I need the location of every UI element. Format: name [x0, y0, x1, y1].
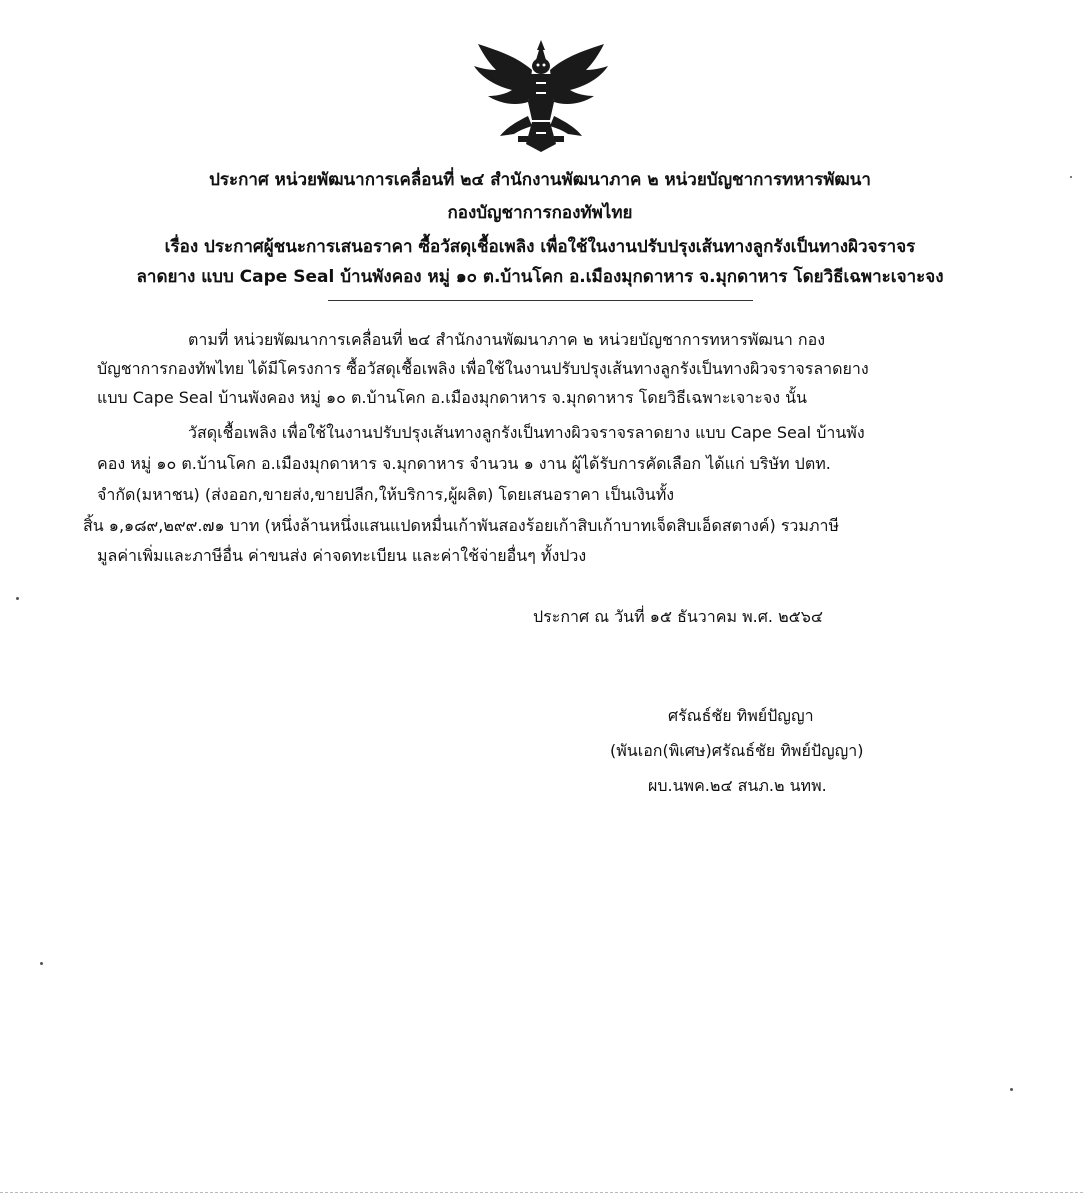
paragraph-2-line-2: คอง หมู่ ๑๐ ต.บ้านโคก อ.เมืองมุกดาหาร จ.มุกดาหาร จำนวน ๑ งาน ผู้ได้รับการคัดเลือก ได้แก่ บริษัท ปตท.: [97, 454, 831, 473]
scan-speck: [40, 962, 43, 965]
paragraph-2-line-5: มูลค่าเพิ่มและภาษีอื่น ค่าขนส่ง ค่าจดทะเบียน และค่าใช้จ่ายอื่นๆ ทั้งปวง: [97, 546, 587, 565]
paragraph-1-line-3: แบบ Cape Seal บ้านพังคอง หมู่ ๑๐ ต.บ้านโคก อ.เมืองมุกดาหาร จ.มุกดาหาร โดยวิธีเฉพาะเจาะจง นั้น: [97, 388, 807, 407]
paragraph-1-line-1: ตามที่ หน่วยพัฒนาการเคลื่อนที่ ๒๔ สำนักงานพัฒนาภาค ๒ หน่วยบัญชาการทหารพัฒนา กอง: [188, 330, 825, 349]
header-subject-line-2: ลาดยาง แบบ Cape Seal บ้านพังคอง หมู่ ๑๐ ต.บ้านโคก อ.เมืองมุกดาหาร จ.มุกดาหาร โดยวิธีเฉพาะเจาะจง: [136, 267, 944, 287]
paragraph-2-line-1: วัสดุเชื้อเพลิง เพื่อใช้ในงานปรับปรุงเส้นทางลูกรังเป็นทางผิวจราจรลาดยาง แบบ Cape Seal บ้านพัง: [188, 423, 865, 442]
scan-speck: [1070, 176, 1072, 178]
signature-position: ผบ.นพค.๒๔ สนภ.๒ นทพ.: [648, 776, 827, 795]
paragraph-1-line-2: บัญชาการกองทัพไทย ได้มีโครงการ ซื้อวัสดุเชื้อเพลิง เพื่อใช้ในงานปรับปรุงเส้นทางลูกรังเป็นทางผิวจราจรลาดยาง: [97, 359, 869, 378]
paragraph-2-line-3: จำกัด(มหาชน) (ส่งออก,ขายส่ง,ขายปลีก,ให้บริการ,ผู้ผลิต) โดยเสนอราคา เป็นเงินทั้ง: [97, 485, 675, 504]
page-bottom-edge: [0, 1192, 1083, 1193]
garuda-emblem-icon: [466, 36, 616, 156]
signature-rank-name: (พันเอก(พิเศษ)ศรัณธ์ชัย ทิพย์ปัญญา): [610, 741, 864, 760]
header-divider: [328, 300, 753, 301]
header-line-1: ประกาศ หน่วยพัฒนาการเคลื่อนที่ ๒๔ สำนักงานพัฒนาภาค ๒ หน่วยบัญชาการทหารพัฒนา: [209, 170, 871, 190]
scan-speck: [16, 597, 19, 600]
announcement-date: ประกาศ ณ วันที่ ๑๕ ธันวาคม พ.ศ. ๒๕๖๔: [533, 607, 823, 626]
signature-name: ศรัณธ์ชัย ทิพย์ปัญญา: [668, 706, 814, 725]
paragraph-2-line-4: สิ้น ๑,๑๘๙,๒๙๙.๗๑ บาท (หนึ่งล้านหนึ่งแสนแปดหมื่นเก้าพันสองร้อยเก้าสิบเก้าบาทเจ็ดสิบเอ็ดสตางค์) รวมภาษี: [83, 516, 840, 535]
scan-speck: [1010, 1088, 1013, 1091]
header-line-2: กองบัญชาการกองทัพไทย: [447, 203, 633, 223]
header-subject-line-1: เรื่อง ประกาศผู้ชนะการเสนอราคา ซื้อวัสดุเชื้อเพลิง เพื่อใช้ในงานปรับปรุงเส้นทางลูกรังเป็นทางผิวจราจร: [164, 237, 916, 257]
